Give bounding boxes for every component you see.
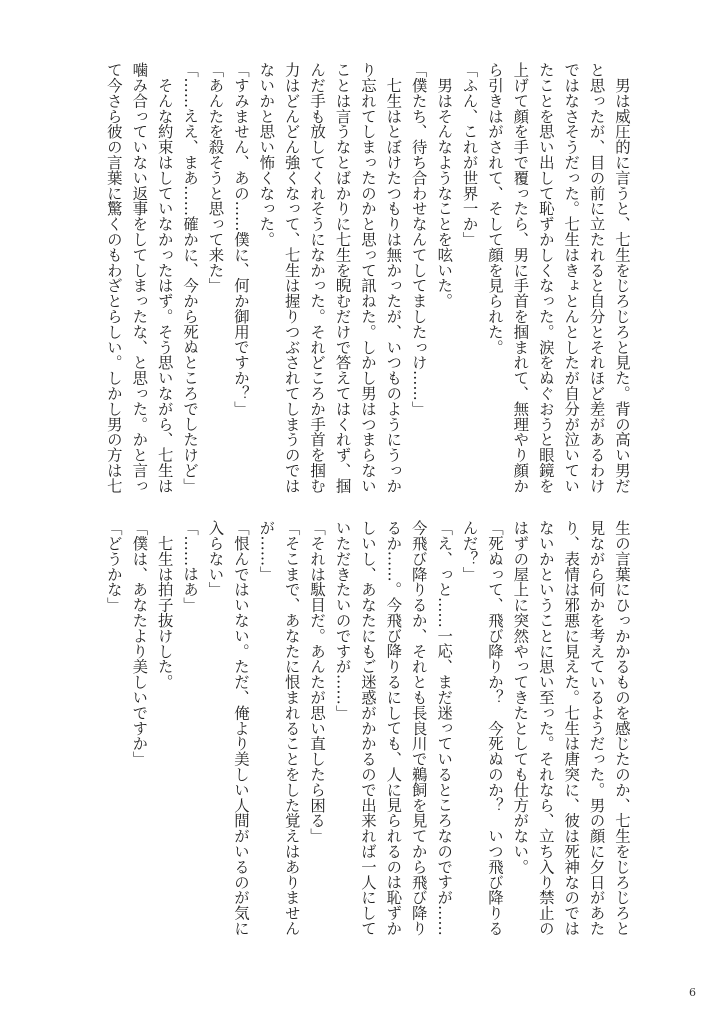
- page-number: 6: [689, 986, 696, 999]
- text-column: 今飛び降りるか、それとも長良川で鵜飼を見てから飛び降り: [409, 520, 428, 936]
- text-block-top: [100, 62, 634, 502]
- text-column: たことを思い出して恥ずかしくなった。涙をぬぐおうと眼鏡を: [536, 62, 555, 494]
- text-column: 「……はあ」: [181, 520, 200, 613]
- text-column: はずの屋上に突然やってきたとしても仕方がない。: [511, 520, 530, 875]
- text-column: んだ手も放してくれそうになかった。それどころか手首を掴む: [308, 62, 327, 494]
- text-block-bottom: [100, 520, 634, 950]
- text-column: り忘れてしまったのかと思って訊ねた。しかし男はつまらない: [358, 62, 377, 494]
- text-column: ではなさそうだった。七生はきょとんとしたが自分が泣いてい: [562, 62, 581, 494]
- text-column: 七生は拍子抜けした。: [155, 520, 174, 690]
- text-column: 「え、っと……一応、まだ迷っているところなのですが……: [435, 520, 454, 936]
- text-column: 男は威圧的に言うと、七生をじろじろと見た。背の高い男だ: [613, 62, 631, 494]
- text-column: 「僕たち、待ち合わせなんてしてましたっけ……」: [409, 62, 428, 417]
- text-column: て今さら彼の言葉に驚くのもわざとらしい。しかし男の方は七: [104, 62, 123, 494]
- text-column: と思ったが、目の前に立たれると自分とそれほど差があるわけ: [587, 62, 606, 494]
- text-column: 「僕は、あなたより美しいですか」: [130, 520, 149, 767]
- text-column: 男はそんなようなことを呟いた。: [435, 62, 454, 309]
- text-column: 「それは駄目だ。あんたが思い直したら困る」: [308, 520, 327, 844]
- text-column: 噛み合っていない返事をしてしまったな、と思った。かと言っ: [130, 62, 149, 494]
- text-column: んだ？」: [460, 520, 479, 582]
- text-column: 見ながら何かを考えているようだった。男の顔に夕日があた: [587, 520, 606, 936]
- text-column: 「……ええ、まあ……確かに、今から死ぬところでしたけど」: [181, 62, 200, 494]
- text-column: 「すみません、あの……僕に、何か御用ですか？」: [231, 62, 250, 417]
- text-column: 「死ぬって、飛び降りか？ 今死ぬのか？ いつ飛び降りる: [485, 520, 504, 936]
- text-column: いただきたいのですが……」: [333, 520, 352, 721]
- text-column: り、表情は邪悪に見えた。七生は唐突に、彼は死神なのでは: [562, 520, 581, 936]
- text-column: ないかということに思い至った。それなら、立ち入り禁止の: [536, 520, 555, 936]
- text-column: しいし、あなたにもご迷惑がかかるので出来れば一人にして: [358, 520, 377, 936]
- text-column: 「そこまで、あなたに恨まれることをした覚えはありません: [282, 520, 301, 936]
- text-column: ことは言うなとばかりに七生を睨むだけで答えてはくれず、掴: [333, 62, 352, 494]
- text-column: るか……。今飛び降りるにしても、人に見られるのは恥ずか: [384, 520, 403, 936]
- text-column: 「恨んではいない。ただ、俺より美しい人間がいるのが気に: [231, 520, 250, 936]
- text-column: そんな約束はしていなかったはず。そう思いながら、七生は: [155, 62, 174, 494]
- text-column: ないかと思い怖くなった。: [257, 62, 276, 247]
- text-column: が……」: [257, 520, 276, 582]
- text-column: 「あんたを殺そうと思って来た」: [206, 62, 225, 293]
- text-column: 「どうかな」: [104, 520, 123, 613]
- text-column: 入らない」: [206, 520, 225, 597]
- text-column: 生の言葉にひっかかるものを感じたのか、七生をじろじろと: [613, 520, 631, 936]
- text-column: 上げて顔を手で覆ったら、男に手首を掴まれて、無理やり顔か: [511, 62, 530, 494]
- text-column: ら引きはがされて、そして顔を見られた。: [485, 62, 504, 355]
- text-column: 「ふん、これが世界一か」: [460, 62, 479, 247]
- text-column: 七生はとぼけたつもりは無かったが、いつものようにうっか: [384, 62, 403, 494]
- text-column: 力はどんどん強くなって、七生は握りつぶされてしまうのでは: [282, 62, 301, 494]
